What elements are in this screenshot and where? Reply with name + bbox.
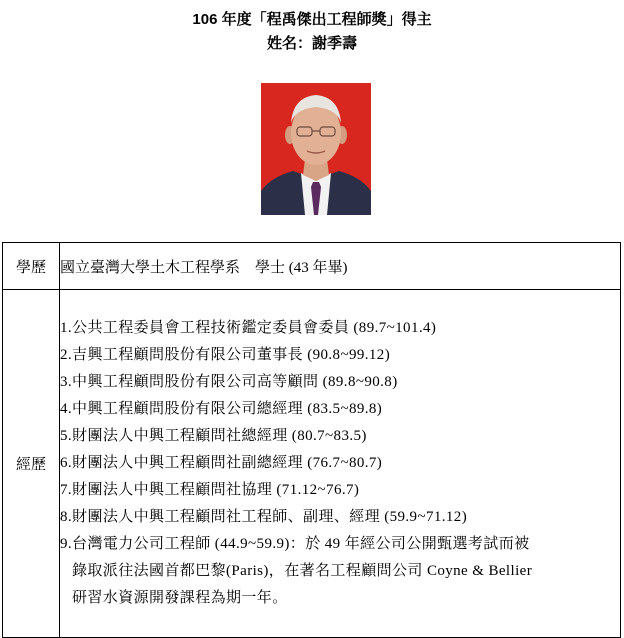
list-item-continuation: 研習水資源開發課程為期一年。 bbox=[72, 590, 288, 606]
list-item-continuation: 錄取派往法國首都巴黎(Paris)，在著名工程顧問公司 Coyne & Bellier bbox=[72, 563, 533, 579]
portrait-photo bbox=[261, 83, 371, 215]
education-label: 學歷 bbox=[3, 243, 60, 290]
list-item: 1.公共工程委員會工程技術鑑定委員會委員 (89.7~101.4) bbox=[60, 320, 437, 336]
experience-cell bbox=[60, 290, 621, 638]
list-item: 8.財團法人中興工程顧問社工程師、副理、經理 (59.9~71.12) bbox=[60, 509, 468, 525]
list-item: 6.財團法人中興工程顧問社副總經理 (76.7~80.7) bbox=[60, 455, 383, 471]
experience-row bbox=[3, 290, 621, 638]
award-title: 106 年度「程禹傑出工程師獎」得主 bbox=[192, 11, 432, 28]
education-row bbox=[3, 243, 621, 290]
list-item: 5.財團法人中興工程顧問社總經理 (80.7~83.5) bbox=[60, 428, 367, 444]
list-item: 3.中興工程顧問股份有限公司高等顧問 (89.8~90.8) bbox=[60, 374, 398, 390]
winner-name: 姓名：謝季壽 bbox=[266, 35, 357, 52]
experience-label: 經歷 bbox=[3, 290, 60, 638]
list-item: 4.中興工程顧問股份有限公司總經理 (83.5~89.8) bbox=[60, 401, 383, 417]
list-item: 7.財團法人中興工程顧問社協理 (71.12~76.7) bbox=[60, 482, 360, 498]
list-item: 9.台灣電力公司工程師 (44.9~59.9)：於 49 年經公司公開甄選考試而被 bbox=[60, 536, 530, 552]
list-item: 2.吉興工程顧問股份有限公司董事長 (90.8~99.12) bbox=[60, 347, 391, 363]
education-value: 國立臺灣大學土木工程學系 學士 (43 年畢) bbox=[60, 243, 621, 290]
experience-list bbox=[60, 315, 620, 612]
profile-table bbox=[2, 242, 621, 638]
